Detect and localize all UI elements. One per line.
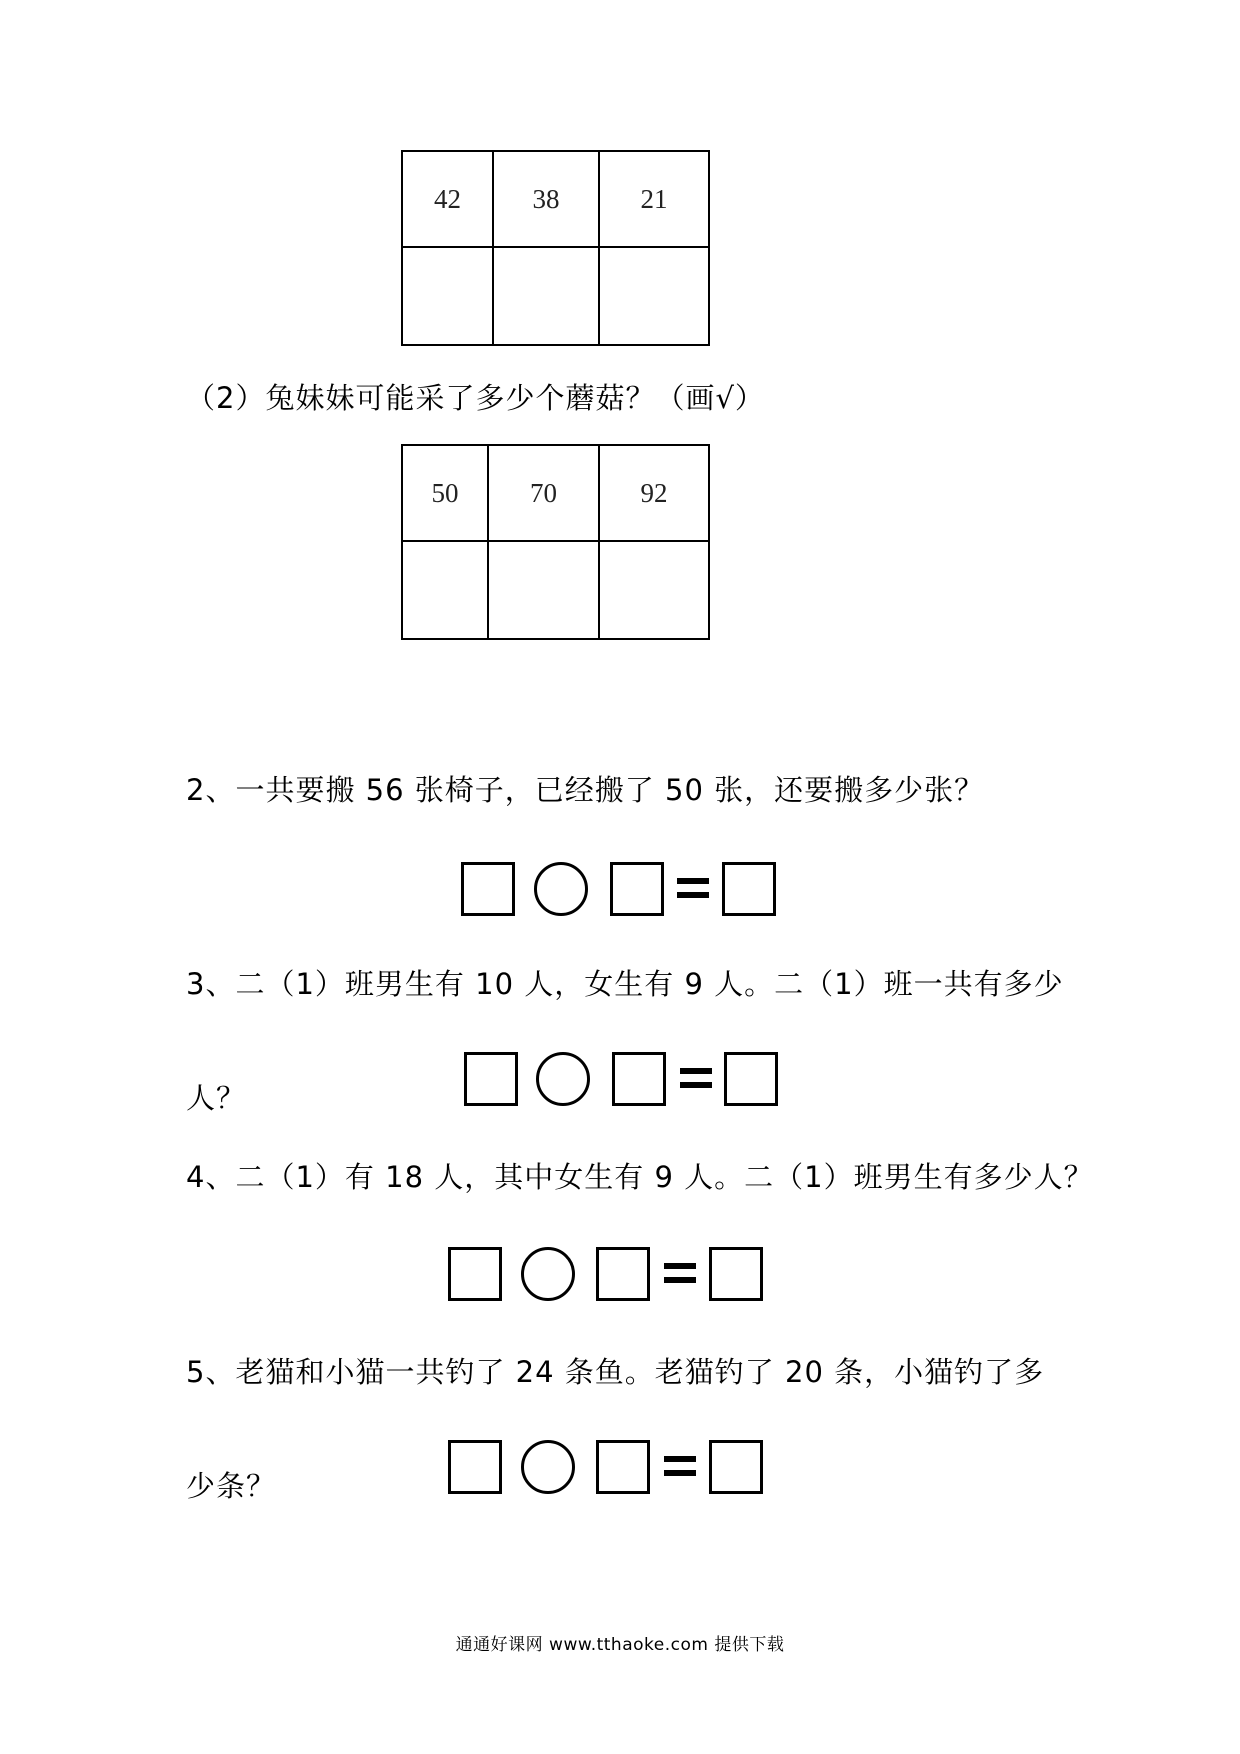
table2-cell: 70	[488, 445, 599, 541]
table2-cell: 50	[402, 445, 488, 541]
table2-cell: 92	[599, 445, 709, 541]
operator-circle[interactable]	[534, 862, 588, 916]
answer-box[interactable]	[610, 862, 664, 916]
answer-box[interactable]	[596, 1440, 650, 1494]
question-5-line-2: 少条？	[186, 1469, 277, 1503]
question-3-line-1: 3、二（1）班男生有 10 人，女生有 9 人。二（1）班一共有多少	[186, 967, 1064, 1001]
answer-box[interactable]	[448, 1440, 502, 1494]
equals-sign	[677, 878, 709, 899]
equals-sign	[664, 1263, 696, 1284]
table2-answer-cell[interactable]	[488, 541, 599, 639]
equals-sign	[664, 1456, 696, 1477]
operator-circle[interactable]	[536, 1052, 590, 1106]
question-2: 2、一共要搬 56 张椅子，已经搬了 50 张，还要搬多少张？	[186, 773, 985, 807]
operator-circle[interactable]	[521, 1247, 575, 1301]
footer-credit: 通通好课网 www.tthaoke.com 提供下载	[455, 1635, 785, 1655]
answer-box[interactable]	[724, 1052, 778, 1106]
table1-cell: 38	[493, 151, 599, 247]
question-1-part-2: （2）兔妹妹可能采了多少个蘑菇？（画√）	[186, 381, 765, 415]
answer-box[interactable]	[709, 1440, 763, 1494]
table1-cell: 42	[402, 151, 493, 247]
answer-box[interactable]	[596, 1247, 650, 1301]
answer-box[interactable]	[709, 1247, 763, 1301]
answer-box[interactable]	[722, 862, 776, 916]
answer-box[interactable]	[464, 1052, 518, 1106]
answer-box[interactable]	[612, 1052, 666, 1106]
equals-sign	[680, 1068, 712, 1089]
answer-box[interactable]	[448, 1247, 502, 1301]
table1-answer-cell[interactable]	[402, 247, 493, 345]
question-3-line-2: 人？	[186, 1081, 247, 1115]
table1-answer-cell[interactable]	[493, 247, 599, 345]
table1-cell: 21	[599, 151, 709, 247]
question-5-line-1: 5、老猫和小猫一共钓了 24 条鱼。老猫钓了 20 条，小猫钓了多	[186, 1355, 1045, 1389]
answer-box[interactable]	[461, 862, 515, 916]
answer-table-2	[401, 444, 710, 640]
table2-answer-cell[interactable]	[402, 541, 488, 639]
answer-table-1	[401, 150, 710, 346]
table1-answer-cell[interactable]	[599, 247, 709, 345]
table2-answer-cell[interactable]	[599, 541, 709, 639]
operator-circle[interactable]	[521, 1440, 575, 1494]
question-4: 4、二（1）有 18 人，其中女生有 9 人。二（1）班男生有多少人？	[186, 1160, 1094, 1194]
